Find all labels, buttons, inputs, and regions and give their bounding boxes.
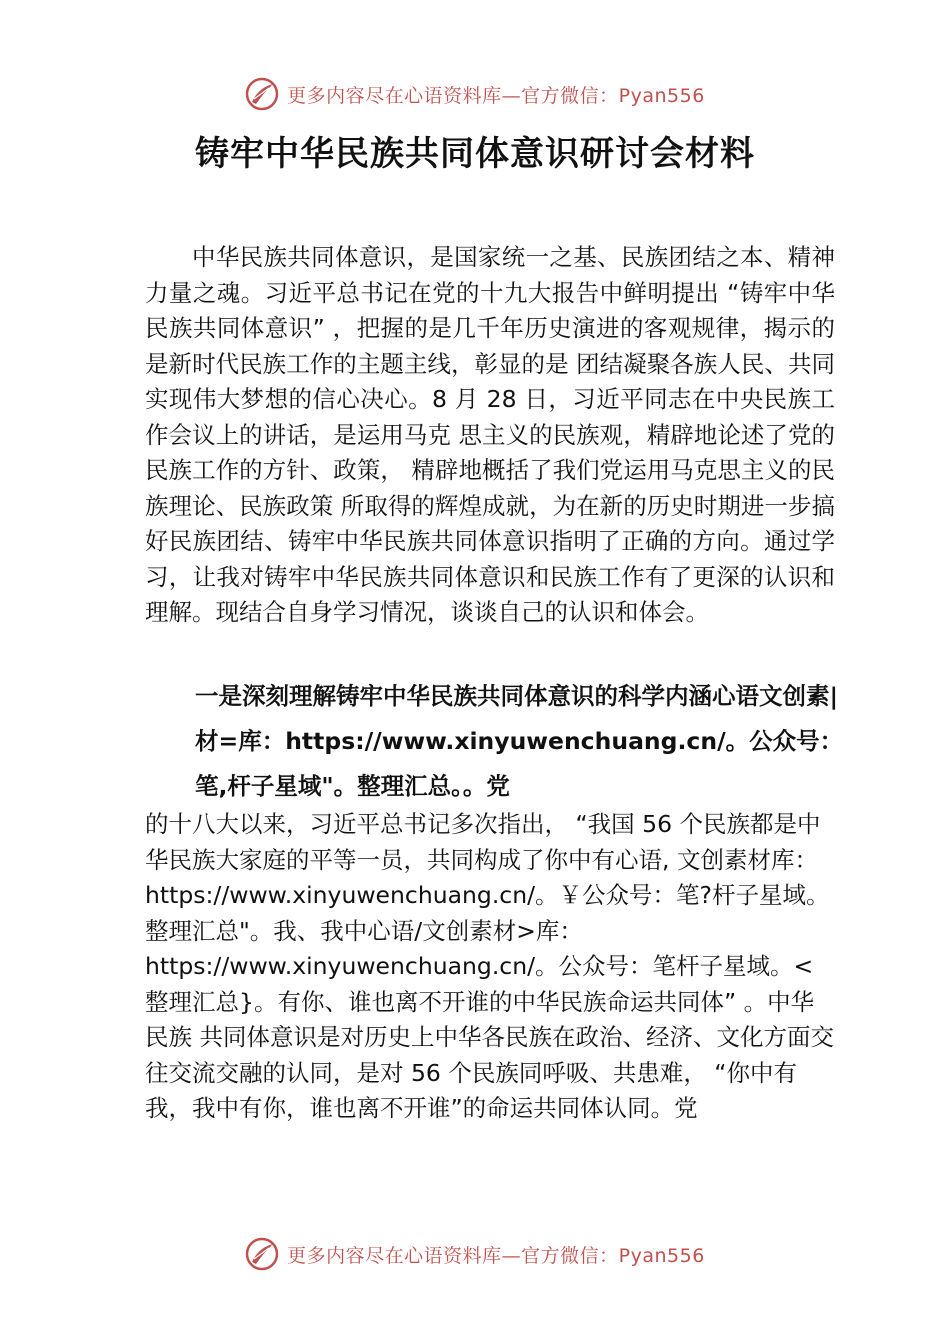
body-paragraph-1 (145, 240, 835, 631)
watermark-logo-icon (245, 1237, 279, 1271)
watermark-header (0, 74, 950, 114)
section-heading-1: 一是深刻理解铸牢中华民族共同体意识的科学内涵心语文创素|材=库：https://www.xinyuwenchuang.cn/。公众号：笔,杆子星域"。整理汇总。。党 (195, 682, 844, 800)
watermark-text: 更多内容尽在心语资料库—官方微信：Pyan556 (287, 1244, 705, 1267)
watermark-footer (0, 1234, 950, 1274)
paragraph-1-text: 中华民族共同体意识，是国家统一之基、民族团结之本、精神力量之魂。习近平总书记在党的十九大报告中鲜明提出 “铸牢中华民族共同体意识” ，把握的是几千年历史演进的客观规律，揭示的是新时代民族工作的主题主线，彰显的是 团结凝聚各族人民、共同实现伟大梦想的信心决心。8 月 28 日，习近平同志在中央民族工作会议上的讲话，是运用马克 思主义的民族观，精辟地论述了党的民族工作的方针、政策， 精辟地概括了我们党运用马克思主义的民族理论、民族政策 所取得的辉煌成就，为在新的历史时期进一步搞好民族团结、铸牢中华民族共同体意识指明了正确的方向。通过学习，让我对铸牢中华民族共同体意识和民族工作有了更深的认识和理解。现结合自身学习情况，谈谈自己的认识和体会。 (145, 243, 835, 626)
paragraph-2-text: 的十八大以来，习近平总书记多次指出， “我国 56 个民族都是中华民族大家庭的平等一员，共同构成了你中有心语, 文创素材库： https://www.xinyuwenchuang.cn/。￥公众号：笔?杆子星域。整理汇总"。我、我中心语/文创素材>库：https://www.xinyuwenchuang.cn/。公众号：笔杆子星域。<整理汇总}。有你、谁也离不开谁的中华民族命运共同体” 。中华民族 共同体意识是对历史上中华各民族在政治、经济、文化方面交往交流交融的认同，是对 56 个民族同呼吸、共患难， “你中有我，我中有你，谁也离不开谁”的命运共同体认同。党 (145, 810, 834, 1122)
body-paragraph-2 (145, 807, 835, 1127)
watermark-logo-icon (245, 77, 279, 111)
document-title: 铸牢中华民族共同体意识研讨会材料 (195, 134, 755, 174)
watermark-text: 更多内容尽在心语资料库—官方微信：Pyan556 (287, 84, 705, 107)
